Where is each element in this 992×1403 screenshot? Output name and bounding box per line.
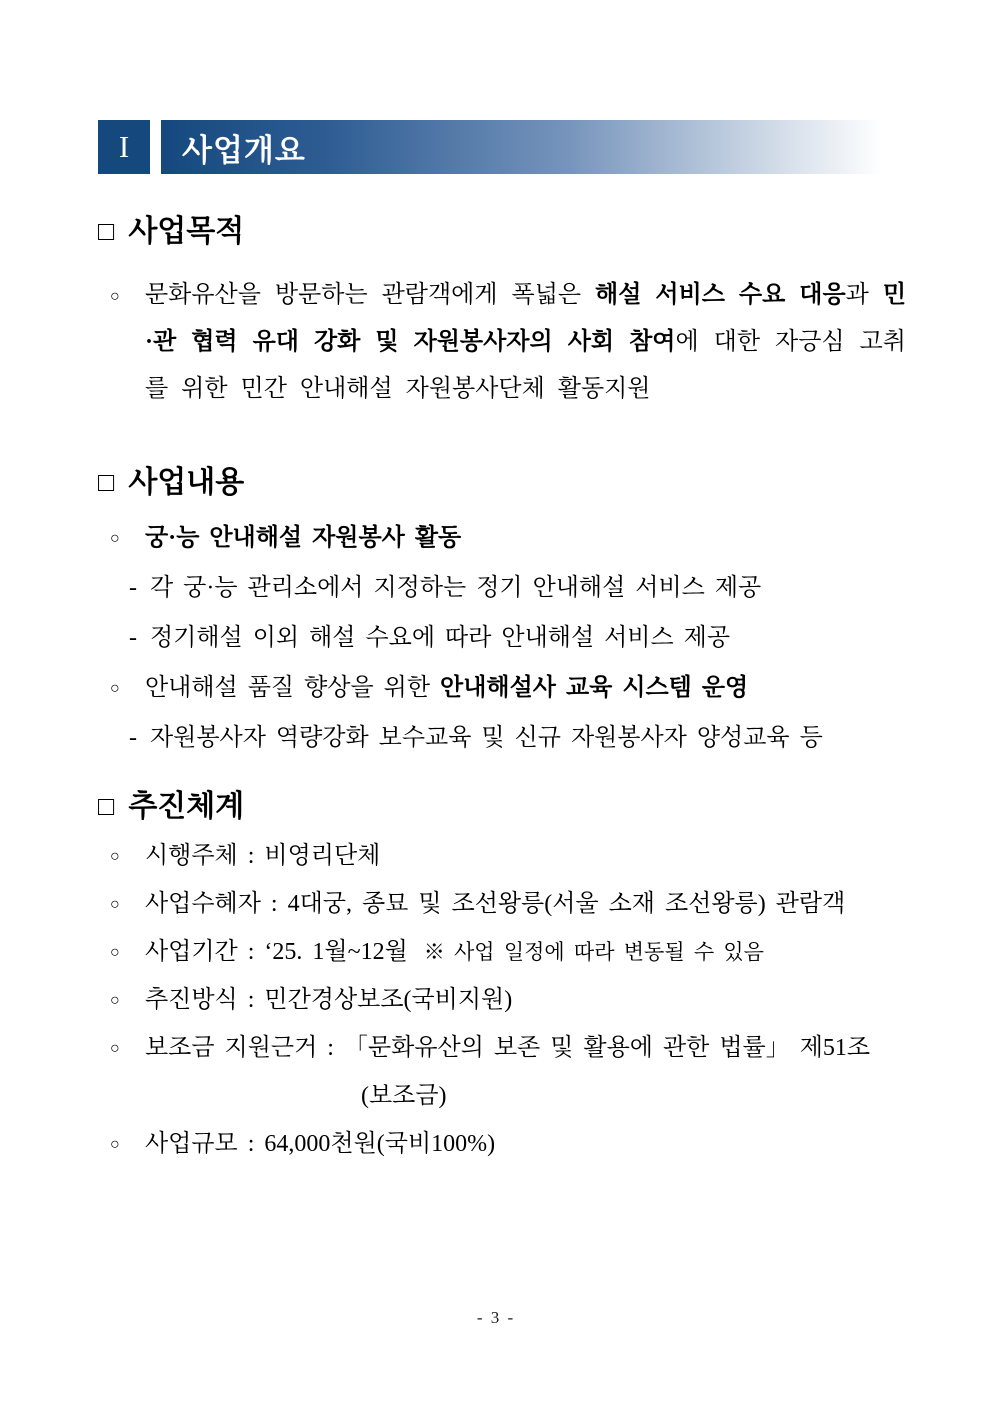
square-bullet-icon: □ bbox=[98, 467, 115, 497]
text-run: 사업수혜자 : 4대궁, 종묘 및 조선왕릉(서울 소재 조선왕릉) 관람객 bbox=[145, 891, 846, 917]
circle-bullet-icon: ○ bbox=[110, 288, 120, 305]
banner-title: 사업개요 bbox=[182, 132, 306, 168]
list-item bbox=[98, 272, 906, 413]
list-item bbox=[98, 623, 906, 653]
circle-bullet-icon: ○ bbox=[110, 1040, 120, 1057]
text-run: 궁·능 안내해설 자원봉사 활동 bbox=[145, 525, 462, 551]
circle-bullet-icon: ○ bbox=[110, 992, 120, 1009]
section-heading bbox=[98, 214, 906, 250]
list-item bbox=[98, 1129, 906, 1159]
text-run: 민·관 협력 유대 강화 및 자원봉사자의 사회 참여 bbox=[145, 282, 906, 355]
list-item bbox=[98, 841, 906, 871]
text-run: 각 궁·능 관리소에서 지정하는 정기 안내해설 서비스 제공 bbox=[150, 575, 762, 601]
list-item bbox=[98, 937, 906, 967]
text-run: 시행주체 : 비영리단체 bbox=[145, 843, 381, 869]
section bbox=[98, 465, 906, 753]
dash-bullet-icon: - bbox=[129, 625, 137, 651]
section-items bbox=[98, 825, 906, 1159]
text-run: ※ 사업 일정에 따라 변동될 수 있음 bbox=[423, 940, 764, 964]
section-heading bbox=[98, 465, 906, 501]
text-run: 안내해설사 교육 시스템 운영 bbox=[440, 675, 749, 701]
chapter-numeral: I bbox=[118, 129, 130, 164]
text-run: 정기해설 이외 해설 수요에 따라 안내해설 서비스 제공 bbox=[150, 625, 731, 651]
section bbox=[98, 789, 906, 1159]
square-bullet-icon: □ bbox=[98, 791, 115, 821]
text-run: 안내해설 품질 향상을 위한 bbox=[145, 675, 441, 701]
circle-bullet-icon: ○ bbox=[110, 896, 120, 913]
list-item bbox=[98, 673, 906, 703]
text-run: 과 bbox=[845, 282, 883, 308]
text-run: 문화유산을 방문하는 관람객에게 폭넓은 bbox=[145, 282, 596, 308]
text-run: 에 대한 자긍심 고취를 위한 민간 안내해설 자원봉사단체 활동지원 bbox=[145, 329, 906, 402]
circle-bullet-icon: ○ bbox=[110, 944, 120, 961]
list-item bbox=[98, 985, 906, 1015]
text-run: 보조금 지원근거 : 「문화유산의 보존 및 활용에 관한 법률」 제51조 bbox=[145, 1035, 871, 1061]
list-item bbox=[98, 573, 906, 603]
banner-title-bar bbox=[161, 120, 905, 174]
section-items bbox=[98, 250, 906, 413]
section-heading-label: 사업목적 bbox=[128, 215, 245, 248]
section bbox=[98, 214, 906, 413]
text-run: 사업기간 : ‘25. 1월~12월 bbox=[145, 939, 408, 965]
text-run: 자원봉사자 역량강화 보수교육 및 신규 자원봉사자 양성교육 등 bbox=[150, 725, 823, 751]
text-run: 사업규모 : 64,000천원(국비100%) bbox=[145, 1131, 496, 1157]
dash-bullet-icon: - bbox=[129, 725, 137, 751]
page-number: - 3 - bbox=[476, 1308, 516, 1327]
square-bullet-icon: □ bbox=[98, 216, 115, 246]
circle-bullet-icon: ○ bbox=[110, 1136, 120, 1153]
list-item bbox=[98, 723, 906, 753]
section-heading-label: 사업내용 bbox=[128, 466, 245, 499]
section-banner bbox=[98, 120, 905, 174]
list-item bbox=[98, 889, 906, 919]
list-item bbox=[98, 1081, 906, 1111]
sections bbox=[98, 214, 906, 1177]
dash-bullet-icon: - bbox=[129, 575, 137, 601]
list-item bbox=[98, 1033, 906, 1063]
section-heading-label: 추진체계 bbox=[128, 790, 245, 823]
banner-gap bbox=[150, 120, 161, 174]
list-item bbox=[98, 523, 906, 553]
circle-bullet-icon: ○ bbox=[110, 530, 120, 547]
text-run: (보조금) bbox=[361, 1083, 447, 1109]
section-items bbox=[98, 501, 906, 753]
section-heading bbox=[98, 789, 906, 825]
circle-bullet-icon: ○ bbox=[110, 848, 120, 865]
chapter-numeral-box bbox=[98, 120, 150, 174]
circle-bullet-icon: ○ bbox=[110, 680, 120, 697]
text-run: 해설 서비스 수요 대응 bbox=[595, 282, 846, 308]
text-run: 추진방식 : 민간경상보조(국비지원) bbox=[145, 987, 513, 1013]
